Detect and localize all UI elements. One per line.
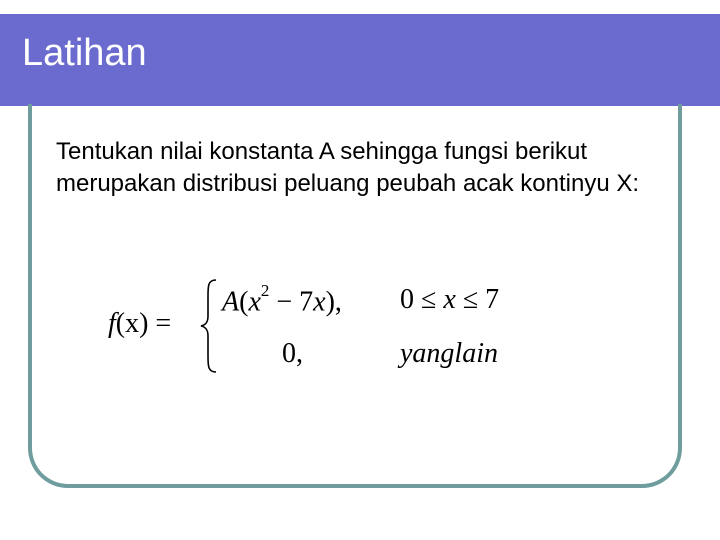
case-2-condition: yanglain bbox=[400, 338, 498, 369]
function-argument: (x) = bbox=[115, 308, 172, 339]
exponent: 2 bbox=[260, 281, 270, 300]
instruction-text: Tentukan nilai konstanta A sehingga fungsi berikut merupakan distribusi peluang peubah acak kontinyu X: bbox=[56, 138, 640, 197]
function-name: f bbox=[108, 308, 116, 339]
case-2-expression: 0, bbox=[282, 338, 303, 369]
case-1-expression: $A(x^2 - 7x)$, bbox=[222, 281, 342, 318]
left-brace-icon bbox=[198, 278, 220, 374]
formula-lhs bbox=[108, 310, 171, 338]
slide-title: Latihan bbox=[22, 32, 147, 74]
case-1-condition: 0 ≤ x ≤ 7 bbox=[400, 284, 500, 315]
